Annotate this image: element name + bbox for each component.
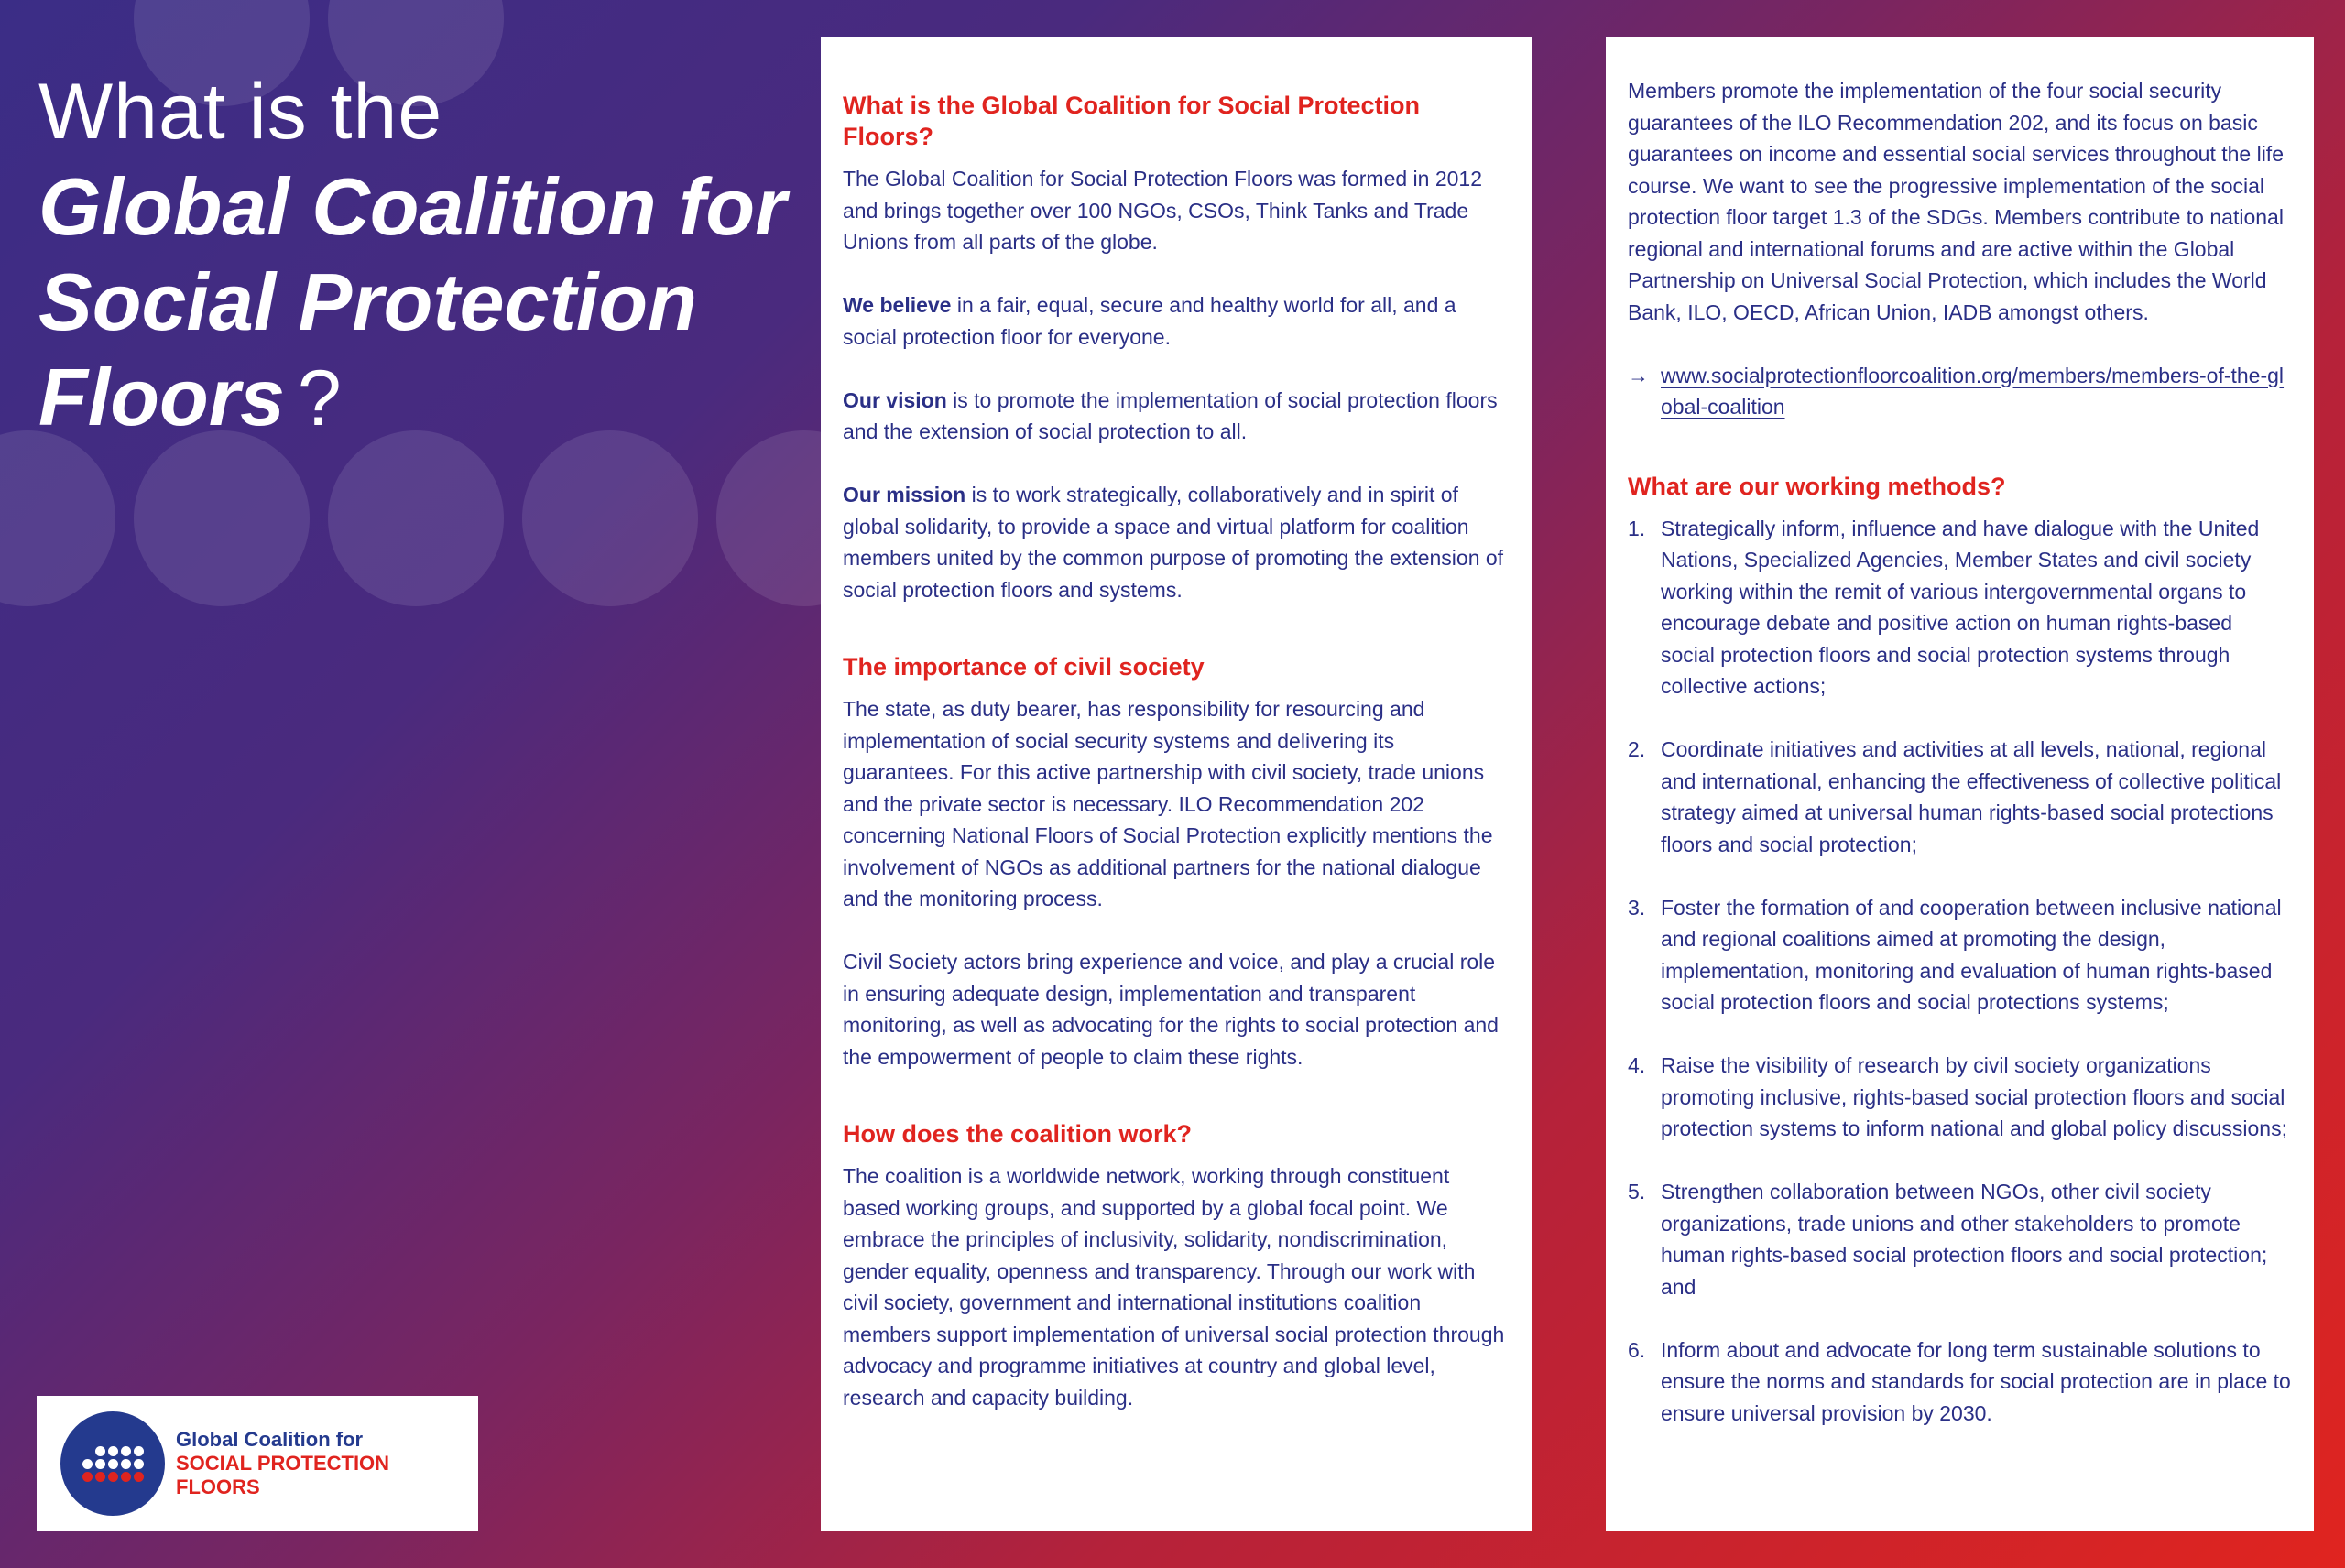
believe-text: in a fair, equal, secure and healthy world for all, and a social protection floor for everyone. [843, 293, 1456, 349]
hero-floors: Floors [38, 352, 285, 442]
section-heading-how-it-works: How does the coalition work? [843, 1120, 1193, 1148]
hero-line-4 [38, 350, 790, 446]
hero-line-3: Social Protection [38, 256, 697, 347]
logo-text [176, 1428, 478, 1499]
arrow-right-icon: → [1628, 363, 1649, 387]
list-item-number: 6. [1628, 1337, 1646, 1362]
list-item [1628, 892, 2292, 1018]
believe-label: We believe [843, 293, 952, 317]
vision-paragraph [843, 385, 1510, 448]
list-item-text: Inform about and advocate for long term sustainable solutions to ensure the norms and standards for social protection are in place to ensure universal provision by 2030. [1661, 1337, 2291, 1425]
members-link[interactable]: www.socialprotectionfloorcoalition.org/members/members-of-the-global-coalition [1661, 363, 2285, 419]
list-item-number: 5. [1628, 1180, 1646, 1203]
logo-line-2: SOCIAL PROTECTION FLOORS [176, 1452, 390, 1498]
believe-paragraph [843, 289, 1510, 353]
civil-society-paragraph-2: Civil Society actors bring experience and voice, and play a crucial role in ensuring adequate design, implementation and transparent monitoring, as well as advocating for the rights to social protection and the empowerment of people to claim these rights. [843, 950, 1499, 1069]
list-item-text: Coordinate initiatives and activities at all levels, national, regional and international, enhancing the effectiveness of collective political strategy aimed at universal human rights-based social protections floors and social protection; [1661, 737, 2282, 856]
list-item [1628, 1050, 2292, 1145]
vision-label: Our vision [843, 387, 947, 412]
list-item-text: Strengthen collaboration between NGOs, other civil society organizations, trade unions and other stakeholders to promote human rights-based social protection floors and social protection; and [1661, 1180, 2268, 1299]
list-item [1628, 734, 2292, 860]
civil-society-paragraph-1: The state, as duty bearer, has responsibility for resourcing and implementation of social security systems and delivering its guarantees. For this active partnership with civil society, trade unions and the private sector is necessary. ILO Recommendation 202 concerning National Floors of Social Protection explicitly mentions the involvement of NGOs as additional partners for the national dialogue and the monitoring process. [843, 697, 1493, 910]
list-item-number: 1. [1628, 516, 1646, 540]
coalition-logo [37, 1396, 478, 1531]
list-item [1628, 513, 2292, 702]
section-heading-methods: What are our working methods? [1628, 472, 2006, 500]
mission-paragraph [843, 479, 1510, 605]
list-item [1628, 1176, 2292, 1302]
right-panel [1606, 37, 2314, 1531]
left-panel [821, 37, 1532, 1531]
hero-title [38, 64, 790, 446]
hero-question-mark: ? [297, 354, 342, 442]
members-link-row [1628, 360, 2292, 423]
list-item-text: Raise the visibility of research by civil society organizations promoting inclusive, rights-based social protection floors and social protection systems to inform national and global policy discussions; [1661, 1053, 2287, 1140]
circle [0, 430, 115, 606]
members-intro: Members promote the implementation of the four social security guarantees of the ILO Recommendation 202, and its focus on basic guarantees on income and essential social services throughout the life course. We want to see the progressive implementation of the social protection floor target 1.3 of the SDGs. Members contribute to national regional and international forums and are active within the Global Partnership on Universal Social Protection, which includes the World Bank, ILO, OECD, African Union, IADB amongst others. [1628, 79, 2284, 324]
logo-dots-icon [60, 1411, 165, 1516]
section-heading-about: What is the Global Coalition for Social Protection Floors? [843, 92, 1421, 150]
list-item-number: 4. [1628, 1053, 1646, 1077]
mission-label: Our mission [843, 483, 966, 506]
about-intro: The Global Coalition for Social Protection Floors was formed in 2012 and brings together over 100 NGOs, CSOs, Think Tanks and Trade Unions from all parts of the globe. [843, 167, 1483, 254]
circle [522, 430, 698, 606]
circle [134, 430, 310, 606]
list-item-number: 3. [1628, 895, 1646, 920]
list-item-number: 2. [1628, 737, 1646, 761]
list-item-text: Strategically inform, influence and have dialogue with the United Nations, Specialized Agencies, Member States and civil society working within the remit of various intergovernmental organs to encourage debate and positive action on human rights-based social protection floors and social protection systems through collective actions; [1661, 516, 2260, 698]
logo-line-1: Global Coalition for [176, 1428, 364, 1451]
circle [328, 430, 504, 606]
list-item-text: Foster the formation of and cooperation between inclusive national and regional coalitions aimed at promoting the design, implementation, monitoring and evaluation of human rights-based social protection floors and social protections systems; [1661, 895, 2282, 1014]
section-heading-civil-society: The importance of civil society [843, 653, 1205, 681]
hero-line-2: Global Coalition for [38, 161, 787, 252]
how-it-works-paragraph: The coalition is a worldwide network, working through constituent based working groups, and supported by a global focal point. We embrace the principles of inclusivity, solidarity, nondiscrimination, gender equality, openness and transparency. Through our work with civil society, government and international institutions coalition members support implementation of universal social protection through advocacy and programme initiatives at country and global level, research and capacity building. [843, 1164, 1505, 1410]
vision-text: is to promote the implementation of social protection floors and the extension of social protection to all. [843, 387, 1498, 443]
list-item [1628, 1334, 2292, 1430]
mission-text: is to work strategically, collaboratively and in spirit of global solidarity, to provide a space and virtual platform for coalition members united by the common purpose of promoting the extension of social protection floors and systems. [843, 483, 1504, 602]
methods-list [1628, 513, 2292, 1430]
hero-line-1: What is the [38, 68, 443, 156]
